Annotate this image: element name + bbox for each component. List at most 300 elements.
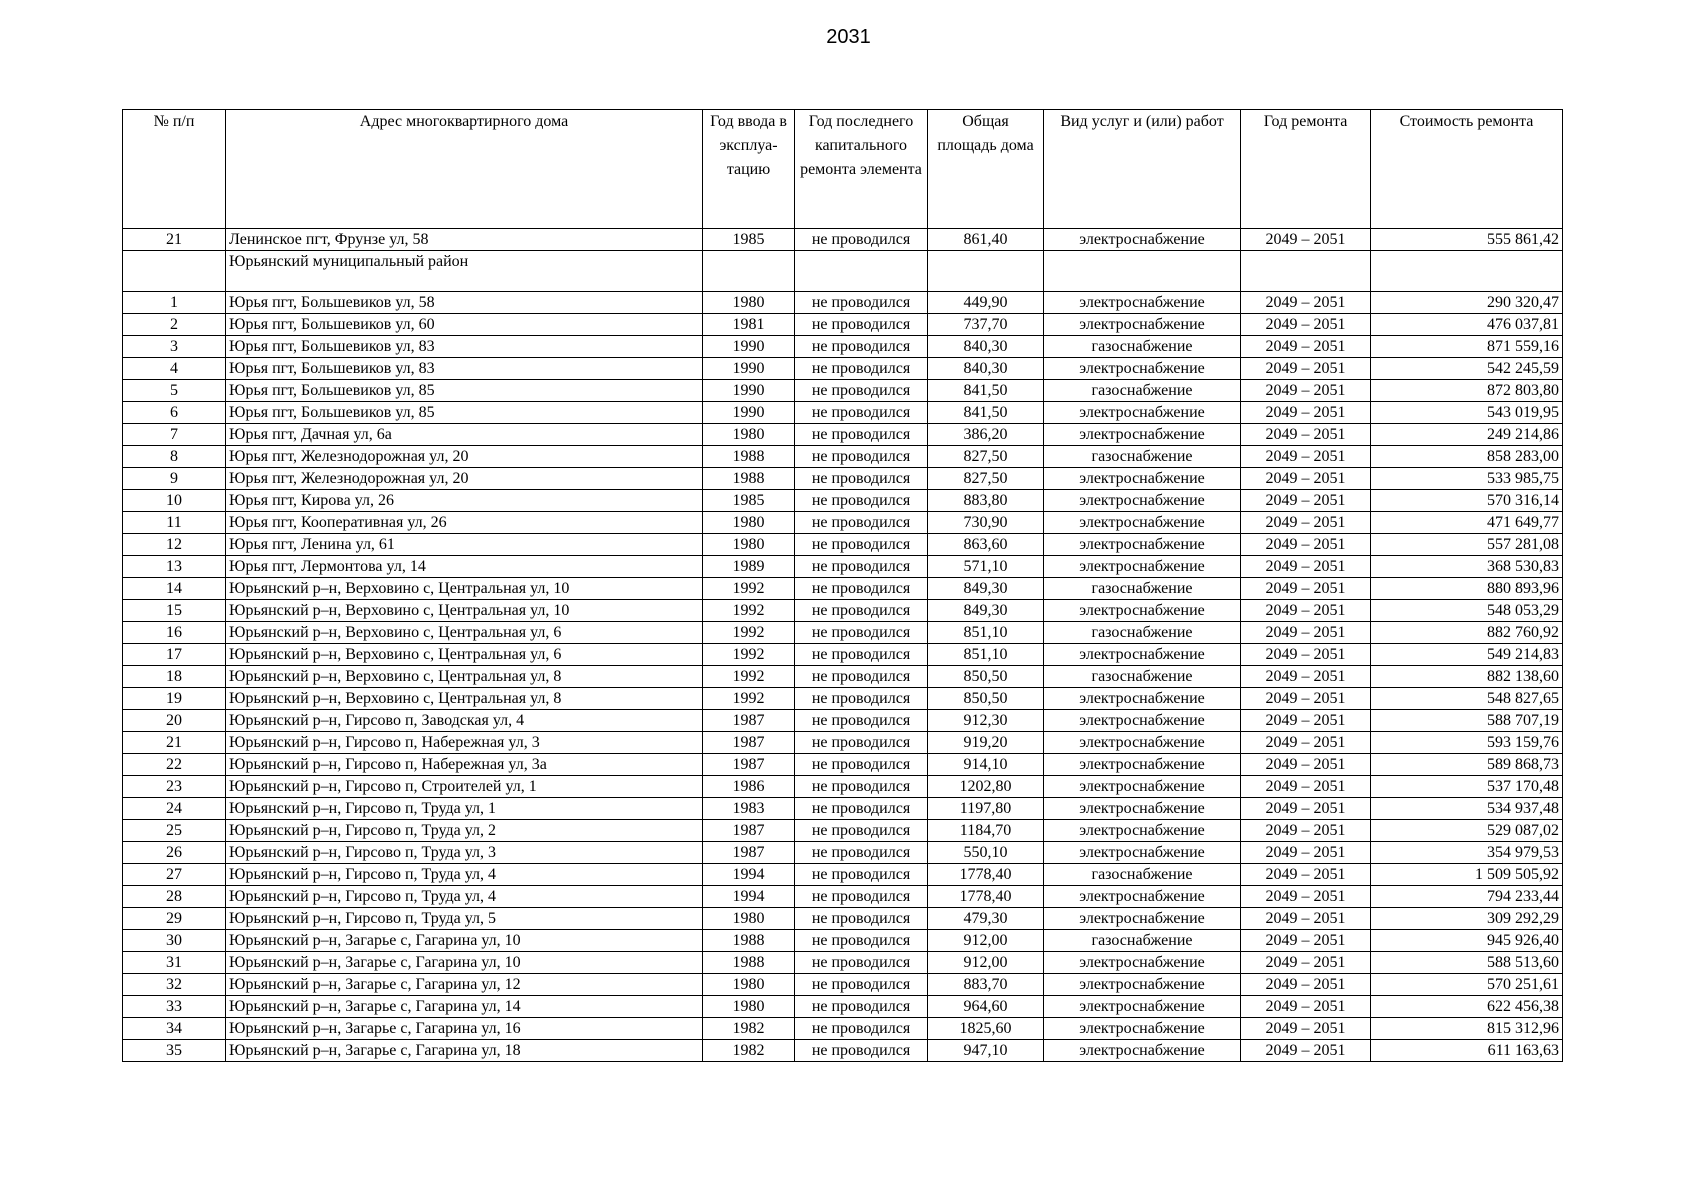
- service-type-cell: газоснабжение: [1044, 930, 1241, 952]
- service-type-cell: электроснабжение: [1044, 886, 1241, 908]
- repair-year-cell: 2049 – 2051: [1241, 930, 1371, 952]
- table-body: [123, 229, 1563, 1062]
- service-type-cell: электроснабжение: [1044, 842, 1241, 864]
- repair-year-cell: 2049 – 2051: [1241, 864, 1371, 886]
- address-cell: Юрьянский р–н, Верховино с, Центральная ул, 6: [226, 644, 703, 666]
- area-cell: 479,30: [928, 908, 1044, 930]
- commission-year-cell: 1980: [703, 908, 795, 930]
- repair-cost-cell: 882 760,92: [1371, 622, 1563, 644]
- last-repair-cell: не проводился: [795, 1018, 928, 1040]
- row-number-cell: 28: [123, 886, 226, 908]
- area-cell: 914,10: [928, 754, 1044, 776]
- commission-year-cell: 1988: [703, 952, 795, 974]
- commission-year-cell: 1990: [703, 336, 795, 358]
- service-type-cell: электроснабжение: [1044, 908, 1241, 930]
- repair-cost-cell: 354 979,53: [1371, 842, 1563, 864]
- row-number-cell: 32: [123, 974, 226, 996]
- row-number-cell: 17: [123, 644, 226, 666]
- last-repair-cell: не проводился: [795, 908, 928, 930]
- area-cell: 947,10: [928, 1040, 1044, 1062]
- commission-year-cell: 1982: [703, 1040, 795, 1062]
- address-cell: Юрья пгт, Большевиков ул, 83: [226, 336, 703, 358]
- repair-year-cell: 2049 – 2051: [1241, 1040, 1371, 1062]
- row-number-cell: 30: [123, 930, 226, 952]
- area-cell: 571,10: [928, 556, 1044, 578]
- last-repair-cell: не проводился: [795, 996, 928, 1018]
- commission-year-cell: 1985: [703, 490, 795, 512]
- table-row: [123, 336, 1563, 358]
- repair-year-cell: 2049 – 2051: [1241, 1018, 1371, 1040]
- repair-cost-cell: 471 649,77: [1371, 512, 1563, 534]
- row-number-cell: 8: [123, 446, 226, 468]
- table-row: [123, 754, 1563, 776]
- repair-cost-cell: 542 245,59: [1371, 358, 1563, 380]
- repair-year-cell: 2049 – 2051: [1241, 820, 1371, 842]
- table-row: [123, 556, 1563, 578]
- table-row: [123, 1040, 1563, 1062]
- last-repair-cell: не проводился: [795, 974, 928, 996]
- area-cell: 737,70: [928, 314, 1044, 336]
- row-number-cell: 18: [123, 666, 226, 688]
- commission-year-cell: 1980: [703, 512, 795, 534]
- area-cell: 550,10: [928, 842, 1044, 864]
- repair-year-cell: 2049 – 2051: [1241, 336, 1371, 358]
- last-repair-cell: не проводился: [795, 952, 928, 974]
- repair-cost-cell: 588 513,60: [1371, 952, 1563, 974]
- address-cell: Юрьянский р–н, Верховино с, Центральная ул, 10: [226, 600, 703, 622]
- table-row: [123, 358, 1563, 380]
- repair-year-cell: 2049 – 2051: [1241, 710, 1371, 732]
- table-row: [123, 996, 1563, 1018]
- address-cell: Юрьянский р–н, Верховино с, Центральная ул, 6: [226, 622, 703, 644]
- address-cell: Юрьянский р–н, Верховино с, Центральная ул, 8: [226, 688, 703, 710]
- address-cell: Юрья пгт, Железнодорожная ул, 20: [226, 468, 703, 490]
- row-number-cell: 14: [123, 578, 226, 600]
- commission-year-cell: 1990: [703, 358, 795, 380]
- area-cell: 1825,60: [928, 1018, 1044, 1040]
- commission-year-cell: 1992: [703, 688, 795, 710]
- repair-year-cell: 2049 – 2051: [1241, 908, 1371, 930]
- area-cell: 851,10: [928, 644, 1044, 666]
- table-row: [123, 622, 1563, 644]
- row-number-cell: 13: [123, 556, 226, 578]
- service-type-cell: газоснабжение: [1044, 446, 1241, 468]
- row-number-cell: 3: [123, 336, 226, 358]
- service-type-cell: газоснабжение: [1044, 578, 1241, 600]
- service-type-cell: электроснабжение: [1044, 732, 1241, 754]
- address-cell: Юрьянский р–н, Верховино с, Центральная ул, 10: [226, 578, 703, 600]
- address-cell: Юрья пгт, Большевиков ул, 58: [226, 292, 703, 314]
- row-number-cell: 21: [123, 229, 226, 251]
- row-number-cell: 6: [123, 402, 226, 424]
- last-repair-cell: не проводился: [795, 336, 928, 358]
- service-type-cell: электроснабжение: [1044, 754, 1241, 776]
- address-cell: Юрьянский р–н, Загарье с, Гагарина ул, 12: [226, 974, 703, 996]
- address-cell: Юрьянский р–н, Гирсово п, Труда ул, 1: [226, 798, 703, 820]
- table-row: [123, 578, 1563, 600]
- repair-cost-cell: [1371, 251, 1563, 292]
- area-cell: 883,70: [928, 974, 1044, 996]
- commission-year-cell: 1992: [703, 666, 795, 688]
- service-type-cell: электроснабжение: [1044, 534, 1241, 556]
- area-cell: 1184,70: [928, 820, 1044, 842]
- last-repair-cell: не проводился: [795, 732, 928, 754]
- repair-year-cell: 2049 – 2051: [1241, 402, 1371, 424]
- repair-cost-cell: 945 926,40: [1371, 930, 1563, 952]
- repair-year-cell: 2049 – 2051: [1241, 292, 1371, 314]
- repair-cost-cell: 476 037,81: [1371, 314, 1563, 336]
- address-cell: Юрья пгт, Кооперативная ул, 26: [226, 512, 703, 534]
- repair-cost-cell: 548 827,65: [1371, 688, 1563, 710]
- last-repair-cell: не проводился: [795, 446, 928, 468]
- repair-year-cell: 2049 – 2051: [1241, 534, 1371, 556]
- service-type-cell: электроснабжение: [1044, 974, 1241, 996]
- table-row: [123, 908, 1563, 930]
- repair-year-cell: 2049 – 2051: [1241, 996, 1371, 1018]
- area-cell: 1197,80: [928, 798, 1044, 820]
- repair-cost-cell: 872 803,80: [1371, 380, 1563, 402]
- repair-year-cell: 2049 – 2051: [1241, 446, 1371, 468]
- service-type-cell: электроснабжение: [1044, 314, 1241, 336]
- service-type-cell: электроснабжение: [1044, 996, 1241, 1018]
- commission-year-cell: 1980: [703, 534, 795, 556]
- repair-cost-cell: 537 170,48: [1371, 776, 1563, 798]
- area-cell: 883,80: [928, 490, 1044, 512]
- row-number-cell: 26: [123, 842, 226, 864]
- repair-year-cell: 2049 – 2051: [1241, 644, 1371, 666]
- table-row: [123, 402, 1563, 424]
- repair-cost-cell: 815 312,96: [1371, 1018, 1563, 1040]
- address-cell: Юрьянский р–н, Загарье с, Гагарина ул, 10: [226, 952, 703, 974]
- last-repair-cell: не проводился: [795, 468, 928, 490]
- last-repair-cell: не проводился: [795, 820, 928, 842]
- repair-year-cell: 2049 – 2051: [1241, 468, 1371, 490]
- repair-cost-cell: 570 251,61: [1371, 974, 1563, 996]
- service-type-cell: электроснабжение: [1044, 776, 1241, 798]
- repair-cost-cell: 290 320,47: [1371, 292, 1563, 314]
- address-cell: Юрья пгт, Кирова ул, 26: [226, 490, 703, 512]
- commission-year-cell: 1987: [703, 732, 795, 754]
- service-type-cell: электроснабжение: [1044, 468, 1241, 490]
- last-repair-cell: не проводился: [795, 600, 928, 622]
- table-row: [123, 820, 1563, 842]
- repair-year-cell: 2049 – 2051: [1241, 556, 1371, 578]
- last-repair-cell: не проводился: [795, 402, 928, 424]
- commission-year-cell: 1992: [703, 644, 795, 666]
- header-address: Адрес многоквартирного дома: [226, 110, 703, 229]
- row-number-cell: 22: [123, 754, 226, 776]
- repair-cost-cell: 533 985,75: [1371, 468, 1563, 490]
- table-row: [123, 930, 1563, 952]
- area-cell: 850,50: [928, 666, 1044, 688]
- header-last-repair-year: Год последнего капитального ремонта элемента: [795, 110, 928, 229]
- repair-cost-cell: 548 053,29: [1371, 600, 1563, 622]
- repair-cost-cell: 611 163,63: [1371, 1040, 1563, 1062]
- address-cell: Юрьянский муниципальный район: [226, 251, 703, 292]
- service-type-cell: электроснабжение: [1044, 556, 1241, 578]
- commission-year-cell: 1989: [703, 556, 795, 578]
- area-cell: 1202,80: [928, 776, 1044, 798]
- service-type-cell: электроснабжение: [1044, 358, 1241, 380]
- area-cell: 849,30: [928, 578, 1044, 600]
- repair-year-cell: 2049 – 2051: [1241, 512, 1371, 534]
- last-repair-cell: не проводился: [795, 556, 928, 578]
- row-number-cell: 34: [123, 1018, 226, 1040]
- row-number-cell: 25: [123, 820, 226, 842]
- table-row: [123, 974, 1563, 996]
- repair-year-cell: 2049 – 2051: [1241, 622, 1371, 644]
- table-row: [123, 229, 1563, 251]
- table-row: [123, 644, 1563, 666]
- commission-year-cell: 1992: [703, 622, 795, 644]
- commission-year-cell: 1985: [703, 229, 795, 251]
- row-number-cell: 12: [123, 534, 226, 556]
- repair-year-cell: 2049 – 2051: [1241, 952, 1371, 974]
- repair-year-cell: 2049 – 2051: [1241, 380, 1371, 402]
- repair-cost-cell: 570 316,14: [1371, 490, 1563, 512]
- row-number-cell: 19: [123, 688, 226, 710]
- repair-year-cell: 2049 – 2051: [1241, 600, 1371, 622]
- commission-year-cell: 1987: [703, 820, 795, 842]
- commission-year-cell: 1980: [703, 996, 795, 1018]
- commission-year-cell: 1992: [703, 600, 795, 622]
- last-repair-cell: не проводился: [795, 622, 928, 644]
- table-row: [123, 732, 1563, 754]
- service-type-cell: электроснабжение: [1044, 710, 1241, 732]
- row-number-cell: 5: [123, 380, 226, 402]
- commission-year-cell: 1980: [703, 424, 795, 446]
- last-repair-cell: не проводился: [795, 578, 928, 600]
- row-number-cell: 2: [123, 314, 226, 336]
- area-cell: 912,00: [928, 930, 1044, 952]
- row-number-cell: 15: [123, 600, 226, 622]
- repair-cost-cell: 794 233,44: [1371, 886, 1563, 908]
- row-number-cell: 4: [123, 358, 226, 380]
- row-number-cell: 11: [123, 512, 226, 534]
- header-repair-year: Год ремонта: [1241, 110, 1371, 229]
- repair-year-cell: 2049 – 2051: [1241, 358, 1371, 380]
- address-cell: Юрьянский р–н, Гирсово п, Набережная ул, 3а: [226, 754, 703, 776]
- last-repair-cell: [795, 251, 928, 292]
- commission-year-cell: 1986: [703, 776, 795, 798]
- last-repair-cell: не проводился: [795, 754, 928, 776]
- row-number-cell: 16: [123, 622, 226, 644]
- commission-year-cell: 1990: [703, 380, 795, 402]
- row-number-cell: 27: [123, 864, 226, 886]
- area-cell: 1778,40: [928, 886, 1044, 908]
- repair-year-cell: 2049 – 2051: [1241, 886, 1371, 908]
- last-repair-cell: не проводился: [795, 229, 928, 251]
- service-type-cell: газоснабжение: [1044, 380, 1241, 402]
- repair-year-cell: 2049 – 2051: [1241, 490, 1371, 512]
- repair-year-cell: 2049 – 2051: [1241, 578, 1371, 600]
- area-cell: 730,90: [928, 512, 1044, 534]
- row-number-cell: 7: [123, 424, 226, 446]
- repair-cost-cell: 588 707,19: [1371, 710, 1563, 732]
- repair-cost-cell: 858 283,00: [1371, 446, 1563, 468]
- commission-year-cell: 1990: [703, 402, 795, 424]
- last-repair-cell: не проводился: [795, 688, 928, 710]
- repair-cost-cell: 555 861,42: [1371, 229, 1563, 251]
- repair-schedule-table: [122, 109, 1563, 1062]
- address-cell: Юрья пгт, Большевиков ул, 83: [226, 358, 703, 380]
- repair-year-cell: 2049 – 2051: [1241, 314, 1371, 336]
- row-number-cell: 35: [123, 1040, 226, 1062]
- address-cell: Юрья пгт, Лермонтова ул, 14: [226, 556, 703, 578]
- address-cell: Юрьянский р–н, Загарье с, Гагарина ул, 16: [226, 1018, 703, 1040]
- repair-cost-cell: 622 456,38: [1371, 996, 1563, 1018]
- repair-cost-cell: 593 159,76: [1371, 732, 1563, 754]
- table-row: [123, 952, 1563, 974]
- repair-year-cell: 2049 – 2051: [1241, 776, 1371, 798]
- area-cell: 827,50: [928, 446, 1044, 468]
- row-number-cell: 20: [123, 710, 226, 732]
- last-repair-cell: не проводился: [795, 358, 928, 380]
- commission-year-cell: 1987: [703, 710, 795, 732]
- row-number-cell: 24: [123, 798, 226, 820]
- repair-cost-cell: 529 087,02: [1371, 820, 1563, 842]
- repair-cost-cell: 368 530,83: [1371, 556, 1563, 578]
- area-cell: 851,10: [928, 622, 1044, 644]
- address-cell: Юрьянский р–н, Гирсово п, Труда ул, 2: [226, 820, 703, 842]
- table-row: [123, 886, 1563, 908]
- service-type-cell: электроснабжение: [1044, 490, 1241, 512]
- area-cell: 919,20: [928, 732, 1044, 754]
- area-cell: 449,90: [928, 292, 1044, 314]
- service-type-cell: электроснабжение: [1044, 688, 1241, 710]
- service-type-cell: электроснабжение: [1044, 600, 1241, 622]
- last-repair-cell: не проводился: [795, 886, 928, 908]
- address-cell: Юрья пгт, Большевиков ул, 85: [226, 402, 703, 424]
- repair-cost-cell: 589 868,73: [1371, 754, 1563, 776]
- last-repair-cell: не проводился: [795, 512, 928, 534]
- commission-year-cell: 1992: [703, 578, 795, 600]
- last-repair-cell: не проводился: [795, 1040, 928, 1062]
- address-cell: Юрьянский р–н, Гирсово п, Труда ул, 3: [226, 842, 703, 864]
- address-cell: Юрья пгт, Большевиков ул, 85: [226, 380, 703, 402]
- commission-year-cell: [703, 251, 795, 292]
- row-number-cell: 9: [123, 468, 226, 490]
- table-row: [123, 776, 1563, 798]
- header-repair-cost: Стоимость ремонта: [1371, 110, 1563, 229]
- area-cell: 841,50: [928, 402, 1044, 424]
- row-number-cell: 10: [123, 490, 226, 512]
- repair-year-cell: 2049 – 2051: [1241, 842, 1371, 864]
- address-cell: Юрьянский р–н, Гирсово п, Труда ул, 4: [226, 886, 703, 908]
- area-cell: 840,30: [928, 336, 1044, 358]
- commission-year-cell: 1987: [703, 754, 795, 776]
- service-type-cell: электроснабжение: [1044, 512, 1241, 534]
- repair-cost-cell: 882 138,60: [1371, 666, 1563, 688]
- service-type-cell: газоснабжение: [1044, 336, 1241, 358]
- table-row: [123, 468, 1563, 490]
- repair-cost-cell: 871 559,16: [1371, 336, 1563, 358]
- last-repair-cell: не проводился: [795, 864, 928, 886]
- area-cell: 840,30: [928, 358, 1044, 380]
- area-cell: 827,50: [928, 468, 1044, 490]
- last-repair-cell: не проводился: [795, 798, 928, 820]
- header-commission-year: Год ввода в эксплуа- тацию: [703, 110, 795, 229]
- last-repair-cell: не проводился: [795, 666, 928, 688]
- header-total-area: Общая площадь дома: [928, 110, 1044, 229]
- commission-year-cell: 1983: [703, 798, 795, 820]
- service-type-cell: электроснабжение: [1044, 402, 1241, 424]
- commission-year-cell: 1988: [703, 446, 795, 468]
- area-cell: 861,40: [928, 229, 1044, 251]
- last-repair-cell: не проводился: [795, 314, 928, 336]
- table-row: [123, 446, 1563, 468]
- header-row: [123, 110, 1563, 229]
- last-repair-cell: не проводился: [795, 534, 928, 556]
- row-number-cell: 33: [123, 996, 226, 1018]
- repair-cost-cell: 1 509 505,92: [1371, 864, 1563, 886]
- last-repair-cell: не проводился: [795, 644, 928, 666]
- repair-year-cell: 2049 – 2051: [1241, 732, 1371, 754]
- table-row: [123, 666, 1563, 688]
- service-type-cell: электроснабжение: [1044, 292, 1241, 314]
- table-row: [123, 798, 1563, 820]
- last-repair-cell: не проводился: [795, 776, 928, 798]
- address-cell: Юрьянский р–н, Гирсово п, Строителей ул, 1: [226, 776, 703, 798]
- row-number-cell: 21: [123, 732, 226, 754]
- repair-cost-cell: 249 214,86: [1371, 424, 1563, 446]
- address-cell: Юрьянский р–н, Гирсово п, Труда ул, 4: [226, 864, 703, 886]
- last-repair-cell: не проводился: [795, 424, 928, 446]
- commission-year-cell: 1994: [703, 864, 795, 886]
- table-row: [123, 688, 1563, 710]
- table-row: [123, 1018, 1563, 1040]
- service-type-cell: электроснабжение: [1044, 952, 1241, 974]
- service-type-cell: газоснабжение: [1044, 622, 1241, 644]
- table-row: [123, 512, 1563, 534]
- header-number: № п/п: [123, 110, 226, 229]
- address-cell: Юрьянский р–н, Верховино с, Центральная ул, 8: [226, 666, 703, 688]
- row-number-cell: 23: [123, 776, 226, 798]
- address-cell: Юрья пгт, Большевиков ул, 60: [226, 314, 703, 336]
- last-repair-cell: не проводился: [795, 380, 928, 402]
- commission-year-cell: 1980: [703, 974, 795, 996]
- repair-year-cell: 2049 – 2051: [1241, 798, 1371, 820]
- table-row: [123, 314, 1563, 336]
- repair-cost-cell: 549 214,83: [1371, 644, 1563, 666]
- service-type-cell: электроснабжение: [1044, 1018, 1241, 1040]
- row-number-cell: [123, 251, 226, 292]
- repair-year-cell: [1241, 251, 1371, 292]
- repair-year-cell: 2049 – 2051: [1241, 229, 1371, 251]
- table-row: [123, 710, 1563, 732]
- last-repair-cell: не проводился: [795, 842, 928, 864]
- area-cell: 912,30: [928, 710, 1044, 732]
- repair-cost-cell: 543 019,95: [1371, 402, 1563, 424]
- service-type-cell: электроснабжение: [1044, 644, 1241, 666]
- last-repair-cell: не проводился: [795, 930, 928, 952]
- commission-year-cell: 1994: [703, 886, 795, 908]
- last-repair-cell: не проводился: [795, 292, 928, 314]
- table-row: [123, 490, 1563, 512]
- repair-cost-cell: 880 893,96: [1371, 578, 1563, 600]
- area-cell: 849,30: [928, 600, 1044, 622]
- address-cell: Юрьянский р–н, Загарье с, Гагарина ул, 18: [226, 1040, 703, 1062]
- address-cell: Юрьянский р–н, Гирсово п, Заводская ул, 4: [226, 710, 703, 732]
- service-type-cell: газоснабжение: [1044, 864, 1241, 886]
- service-type-cell: электроснабжение: [1044, 424, 1241, 446]
- address-cell: Юрья пгт, Железнодорожная ул, 20: [226, 446, 703, 468]
- table-row: [123, 380, 1563, 402]
- area-cell: 841,50: [928, 380, 1044, 402]
- address-cell: Юрьянский р–н, Гирсово п, Набережная ул, 3: [226, 732, 703, 754]
- area-cell: 1778,40: [928, 864, 1044, 886]
- service-type-cell: электроснабжение: [1044, 798, 1241, 820]
